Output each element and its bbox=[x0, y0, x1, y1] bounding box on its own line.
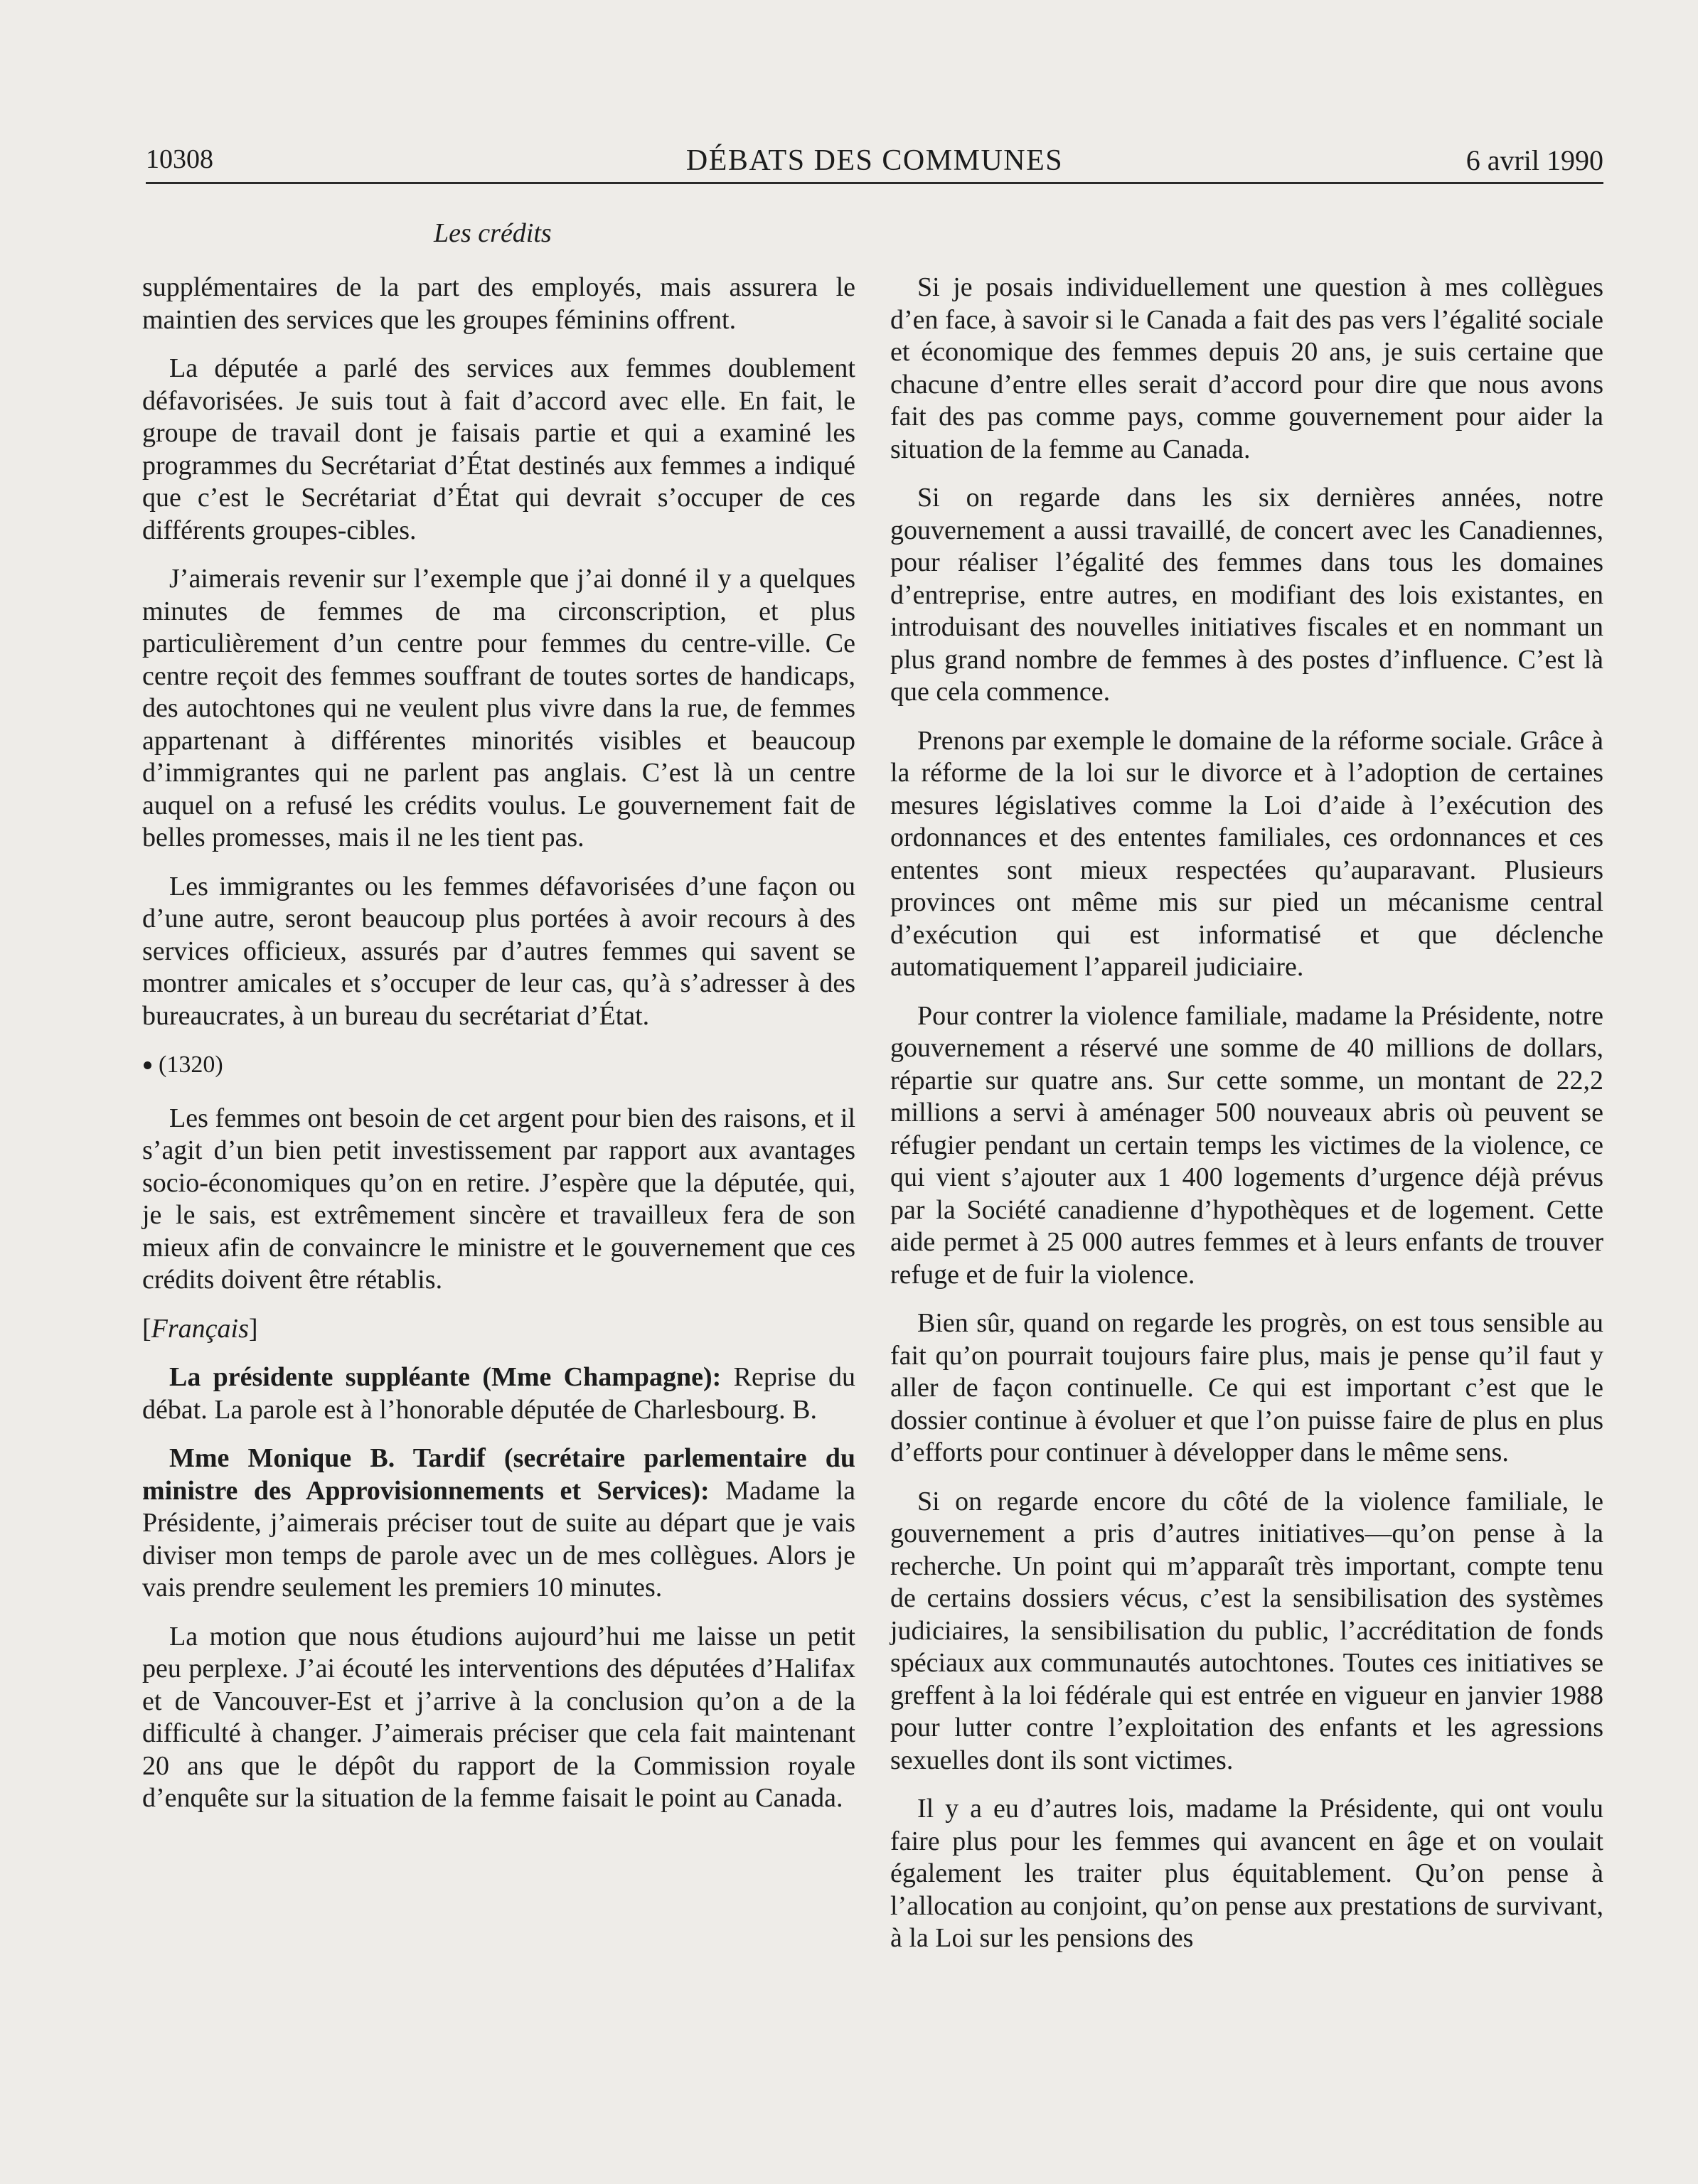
paragraph: Les femmes ont besoin de cet argent pour bien des raisons, et il s’agit d’un bien petit investissement par rapport aux avantages socio-économiques qu’on en retire. J’espère que la députée, qui, je le sais, est extrêmement sincère et travailleux fera de son mieux afin de convaincre le ministre et le gouvernement que ces crédits doivent être rétablis. bbox=[142, 1103, 855, 1295]
language-tag: [Français] bbox=[142, 1313, 258, 1344]
paragraph: Si je posais individuellement une question à mes collègues d’en face, à savoir si le Canada a fait des pas vers l’égalité sociale et économique des femmes depuis 20 ans, je suis certaine que chacune d’entre elles serait d’accord pour dire que nous avons fait des pas comme pays, comme gouvernement pour aider la situation de la femme au Canada. bbox=[890, 272, 1603, 464]
time-marker bbox=[142, 1049, 855, 1081]
page-number: 10308 bbox=[146, 144, 213, 174]
paragraph: Si on regarde encore du côté de la violence familiale, le gouvernement a pris d’autres initiatives—qu’on pense à la recherche. Un point qui m’apparaît très important, compte tenu de certains dossiers vécus, c’est la sensibilisation des systèmes judiciaires, la sensibilisation du public, l’accréditation de fonds spéciaux aux communautés autochtones. Toutes ces initiatives se greffent à la loi fédérale qui est entrée en vigueur en janvier 1988 pour lutter contre l’exploitation des enfants et les agressions sexuelles dont ils sont victimes. bbox=[890, 1486, 1603, 1775]
paragraph: J’aimerais revenir sur l’exemple que j’ai donné il y a quelques minutes de femmes de ma circonscription, et plus particulièrement d’un centre pour femmes du centre-ville. Ce centre reçoit des femmes souffrant de toutes sortes de handicaps, des autochtones qui ne veulent plus vivre dans la rue, de femmes appartenant à différentes minorités visibles et beaucoup d’immigrantes qui ne parlent pas anglais. C’est là un centre auquel on a refusé les crédits voulus. Le gouvernement fait de belles promesses, mais il ne les tient pas. bbox=[142, 564, 855, 852]
page-header bbox=[146, 139, 1603, 184]
paragraph: supplémentaires de la part des employés, mais assurera le maintien des services que les groupes féminins offrent. bbox=[142, 272, 855, 335]
paragraph: Bien sûr, quand on regarde les progrès, on est tous sensible au fait qu’on pourrait toujours faire plus, mais je pense qu’il faut y aller de façon continuelle. Ce qui est important c’est que le dossier continue à évoluer et que l’on puisse faire de plus en plus d’efforts pour continuer à développer dans le même sens. bbox=[890, 1308, 1603, 1467]
speech-paragraph bbox=[142, 1361, 855, 1426]
paragraph: La députée a parlé des services aux femmes doublement défavorisées. Je suis tout à fait d’accord avec elle. En fait, le groupe de travail dont je faisais partie et qui a examiné les programmes du Secrétariat d’État destinés aux femmes a indiqué que c’est le Secrétariat d’État qui devrait s’occuper de ces différents groupes-cibles. bbox=[142, 353, 855, 545]
speech-text: Reprise du débat. La parole est à l’honorable députée de Charlesbourg. B. bbox=[142, 1362, 856, 1425]
paragraph: La motion que nous étudions aujourd’hui me laisse un petit peu perplexe. J’ai écouté les interventions des députées d’Halifax et de Vancouver-Est et j’arrive à la conclusion qu’on a de la difficulté à changer. J’aimerais préciser que cela fait maintenant 20 ans que le dépôt du rapport de la Commission royale d’enquête sur la situation de la femme faisait le point au Canada. bbox=[142, 1621, 855, 1813]
right-column bbox=[890, 272, 1603, 1971]
time-marker-text: (1320) bbox=[159, 1051, 223, 1078]
paragraph: Pour contrer la violence familiale, madame la Présidente, notre gouvernement a réservé une somme de 40 millions de dollars, répartie sur quatre ans. Sur cette somme, un montant de 22,2 millions a servi à aménager 500 nouveaux abris où peuvent se réfugier pendant un certain temps les victimes de la violence, ce qui vient s’ajouter aux 1 400 logements d’urgence déjà prévus par la Société canadienne d’hypothèques et de logement. Cette aide permet à 25 000 autres femmes et à leurs enfants de trouver refuge et de fuir la violence. bbox=[890, 1000, 1603, 1290]
speech-text: Madame la Présidente, j’aimerais préciser tout de suite au départ que je vais diviser mon temps de parole avec un de mes collègues. Alors je vais prendre seulement les premiers 10 minutes. bbox=[142, 1475, 855, 1602]
paragraph: Prenons par exemple le domaine de la réforme sociale. Grâce à la réforme de la loi sur le divorce et à l’adoption de certaines mesures législatives comme la Loi d’aide à l’exécution des ordonnances et des ententes familiales, ces ordonnances et ces ententes sont mieux respectées qu’auparavant. Plusieurs provinces ont même mis sur pied un mécanisme central d’exécution qui est informatisé et que déclenche automatiquement l’appareil judiciaire. bbox=[890, 725, 1603, 982]
paragraph: Si on regarde dans les six dernières années, notre gouvernement a aussi travaillé, de concert avec les Canadiennes, pour réaliser l’égalité des femmes dans tous les domaines d’entreprise, entre autres, en modifiant des lois existantes, en introduisant des nouvelles initiatives fiscales et en nommant un plus grand nombre de femmes à des postes d’influence. C’est là que cela commence. bbox=[890, 483, 1603, 707]
paragraph: Les immigrantes ou les femmes défavorisées d’une façon ou d’une autre, seront beaucoup plus portées à avoir recours à des services officieux, assurés par d’autres femmes qui savent se montrer amicales et s’occuper de leur cas, qu’à s’adresser à des bureaucrates, à un bureau du secrétariat d’État. bbox=[142, 871, 855, 1031]
speaker-name: Mme Monique B. Tardif (secrétaire parlementaire du ministre des Approvisionnements et Services): bbox=[142, 1443, 855, 1506]
speech-paragraph bbox=[142, 1442, 855, 1605]
paragraph: Il y a eu d’autres lois, madame la Présidente, qui ont voulu faire plus pour les femmes qui avancent en âge et on voulait également les traiter plus équitablement. Qu’on pense à l’allocation au conjoint, qu’on pense aux prestations de survivant, à la Loi sur les pensions des bbox=[890, 1794, 1603, 1953]
section-title: Les crédits bbox=[434, 218, 552, 248]
publication-title: DÉBATS DES COMMUNES bbox=[685, 144, 1064, 177]
publication-date: 6 avril 1990 bbox=[1465, 144, 1603, 176]
language-name: Français bbox=[151, 1313, 249, 1344]
left-column bbox=[142, 272, 855, 1831]
bullet-icon bbox=[144, 1061, 151, 1069]
speaker-name: La présidente suppléante (Mme Champagne): bbox=[169, 1362, 722, 1392]
